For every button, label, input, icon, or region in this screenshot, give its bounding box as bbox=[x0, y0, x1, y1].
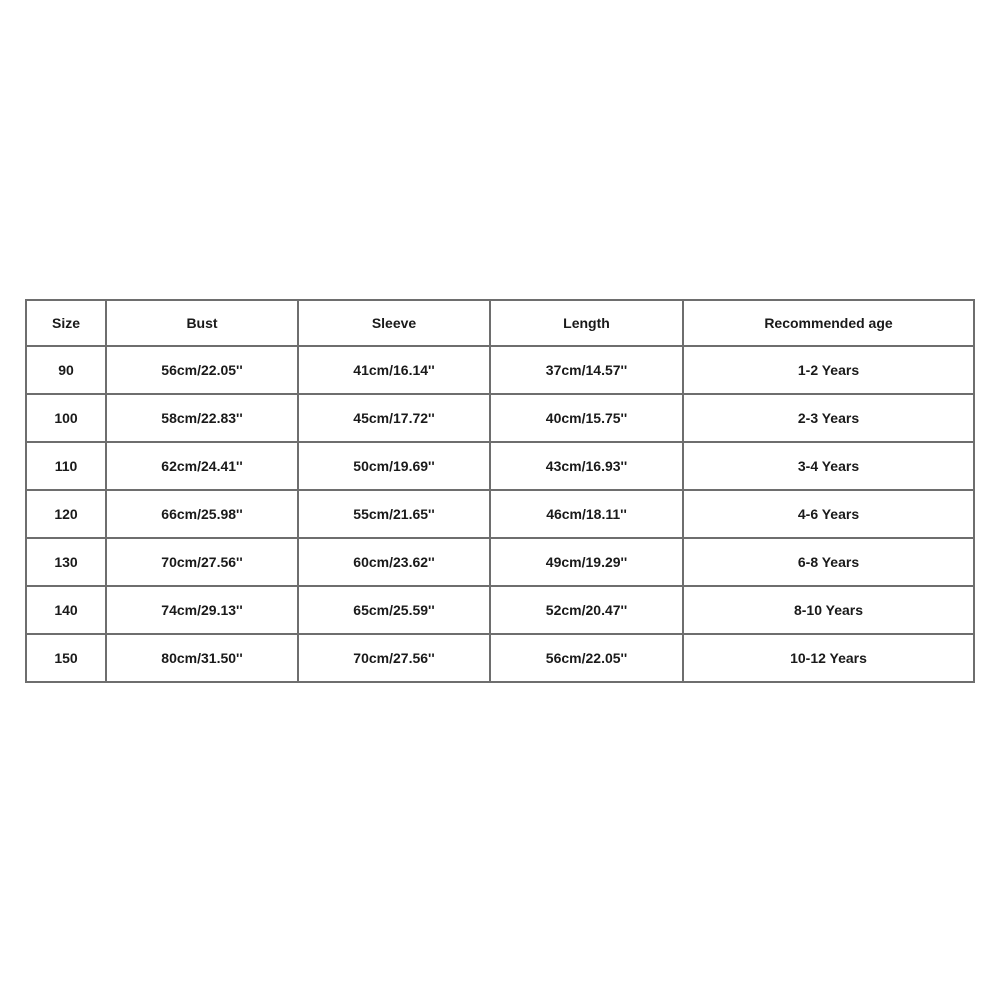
cell-bust: 74cm/29.13'' bbox=[107, 587, 299, 635]
size-chart-table bbox=[25, 299, 975, 683]
cell-recommended-age: 3-4 Years bbox=[684, 443, 975, 491]
table-row bbox=[25, 347, 975, 395]
cell-bust: 80cm/31.50'' bbox=[107, 635, 299, 683]
cell-sleeve: 65cm/25.59'' bbox=[299, 587, 491, 635]
cell-length: 40cm/15.75'' bbox=[491, 395, 684, 443]
table-header-row bbox=[25, 299, 975, 347]
cell-size: 140 bbox=[25, 587, 107, 635]
cell-sleeve: 41cm/16.14'' bbox=[299, 347, 491, 395]
cell-size: 90 bbox=[25, 347, 107, 395]
table-row bbox=[25, 395, 975, 443]
cell-recommended-age: 4-6 Years bbox=[684, 491, 975, 539]
table-row bbox=[25, 491, 975, 539]
cell-recommended-age: 8-10 Years bbox=[684, 587, 975, 635]
header-size: Size bbox=[25, 299, 107, 347]
table-row bbox=[25, 587, 975, 635]
cell-bust: 56cm/22.05'' bbox=[107, 347, 299, 395]
cell-sleeve: 55cm/21.65'' bbox=[299, 491, 491, 539]
cell-length: 46cm/18.11'' bbox=[491, 491, 684, 539]
cell-bust: 58cm/22.83'' bbox=[107, 395, 299, 443]
cell-size: 110 bbox=[25, 443, 107, 491]
cell-sleeve: 50cm/19.69'' bbox=[299, 443, 491, 491]
cell-recommended-age: 6-8 Years bbox=[684, 539, 975, 587]
cell-size: 120 bbox=[25, 491, 107, 539]
cell-sleeve: 70cm/27.56'' bbox=[299, 635, 491, 683]
header-bust: Bust bbox=[107, 299, 299, 347]
cell-length: 56cm/22.05'' bbox=[491, 635, 684, 683]
cell-size: 150 bbox=[25, 635, 107, 683]
cell-bust: 70cm/27.56'' bbox=[107, 539, 299, 587]
cell-length: 52cm/20.47'' bbox=[491, 587, 684, 635]
header-recommended-age: Recommended age bbox=[684, 299, 975, 347]
table-row bbox=[25, 635, 975, 683]
cell-length: 49cm/19.29'' bbox=[491, 539, 684, 587]
table-row bbox=[25, 539, 975, 587]
header-length: Length bbox=[491, 299, 684, 347]
cell-sleeve: 45cm/17.72'' bbox=[299, 395, 491, 443]
cell-recommended-age: 10-12 Years bbox=[684, 635, 975, 683]
cell-length: 37cm/14.57'' bbox=[491, 347, 684, 395]
cell-size: 130 bbox=[25, 539, 107, 587]
cell-size: 100 bbox=[25, 395, 107, 443]
cell-sleeve: 60cm/23.62'' bbox=[299, 539, 491, 587]
cell-bust: 62cm/24.41'' bbox=[107, 443, 299, 491]
cell-bust: 66cm/25.98'' bbox=[107, 491, 299, 539]
cell-recommended-age: 2-3 Years bbox=[684, 395, 975, 443]
table-row bbox=[25, 443, 975, 491]
cell-length: 43cm/16.93'' bbox=[491, 443, 684, 491]
header-sleeve: Sleeve bbox=[299, 299, 491, 347]
cell-recommended-age: 1-2 Years bbox=[684, 347, 975, 395]
